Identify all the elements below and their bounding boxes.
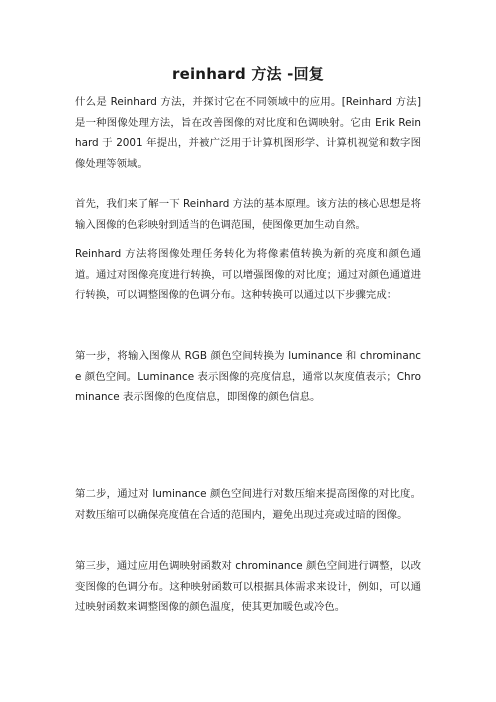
document-title: reinhard 方法 -回复 xyxy=(172,65,324,83)
paragraph-conversion: Reinhard 方法将图像处理任务转化为将像素值转换为新的亮度和颜色通道。通过对图像亮度进行转换，可以增强图像的对比度；通过对颜色通道进行转换，可以调整图像的色调分布。这种转换可以通过以下步骤完成： xyxy=(75,248,421,302)
paragraph-step-two: 第二步，通过对 luminance 颜色空间进行对数压缩来提高图像的对比度。对数压缩可以确保亮度值在合适的范围内，避免出现过亮或过暗的图像。 xyxy=(75,488,421,521)
paragraph-step-one: 第一步，将输入图像从 RGB 颜色空间转换为 luminance 和 chrominance 颜色空间。Luminance 表示图像的亮度信息，通常以灰度值表示；Chrominance 表示图像的色度信息，即图像的颜色信息。 xyxy=(75,350,421,404)
paragraph-intro: 什么是 Reinhard 方法，并探讨它在不同领域中的应用。[Reinhard 方法]是一种图像处理方法，旨在改善图像的对比度和色调映射。它由 Erik Reinhard 于 2001 年提出，并被广泛用于计算机图形学、计算机视觉和数字图像处理等领域。 xyxy=(75,96,421,170)
paragraph-principle: 首先，我们来了解一下 Reinhard 方法的基本原理。该方法的核心思想是将输入图像的色彩映射到适当的色调范围，使图像更加生动自然。 xyxy=(75,198,421,231)
paragraph-step-three: 第三步，通过应用色调映射函数对 chrominance 颜色空间进行调整，以改变图像的色调分布。这种映射函数可以根据具体需求来设计，例如，可以通过映射函数来调整图像的颜色温度，使其更加暖色或冷色。 xyxy=(75,560,421,614)
